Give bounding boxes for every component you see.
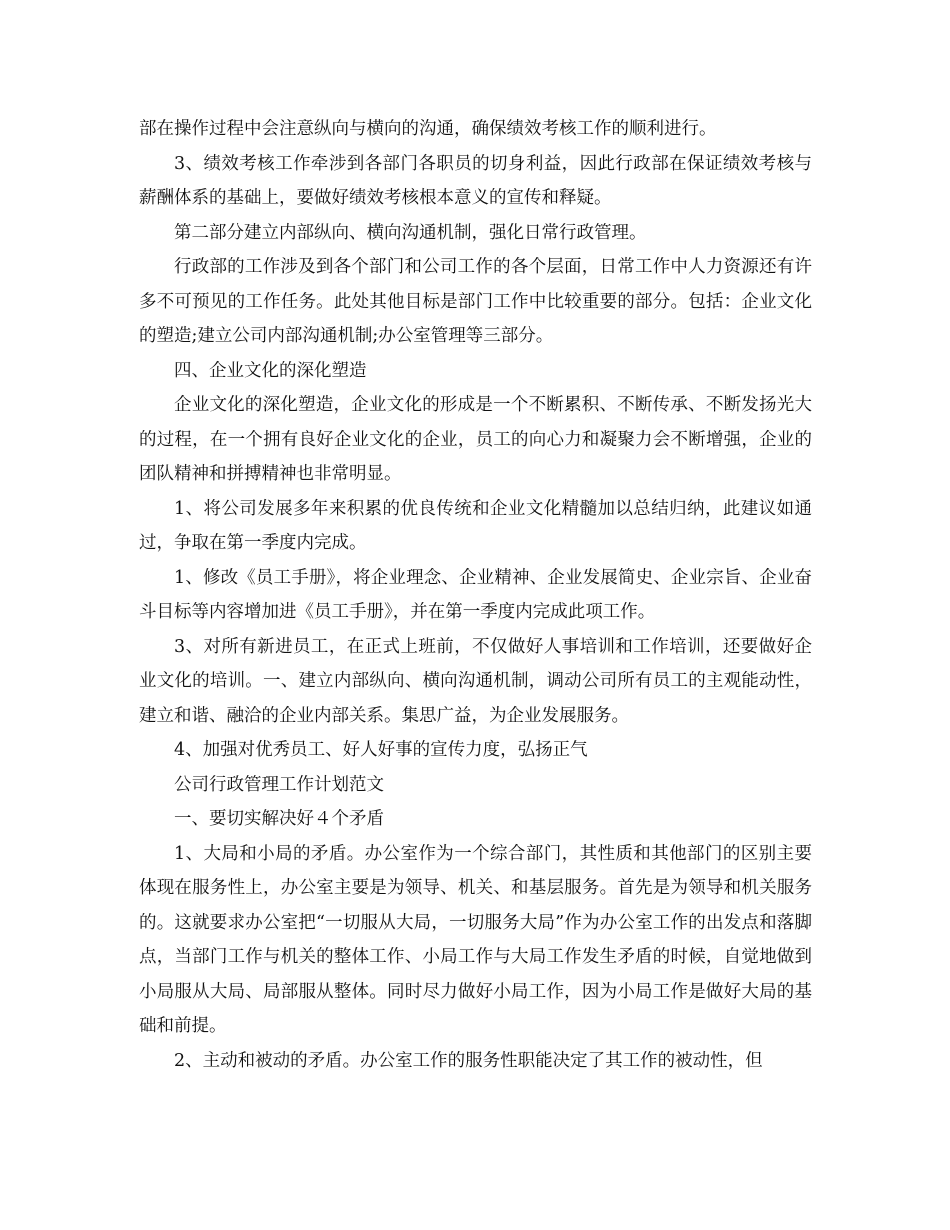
paragraph: 1、将公司发展多年来积累的优良传统和企业文化精髓加以总结归纳，此建议如通过，争取在第一季度内完成。 xyxy=(139,498,812,553)
document-body xyxy=(139,112,812,1078)
section-heading: 一、要切实解决好４个矛盾 xyxy=(174,809,384,829)
section-heading: 第二部分建立内部纵向、横向沟通机制，强化日常行政管理。 xyxy=(174,222,647,243)
paragraph: 1、大局和小局的矛盾。办公室作为一个综合部门，其性质和其他部门的区别主要体现在服务性上，办公室主要是为领导、机关、和基层服务。首先是为领导和机关服务的。这就要求办公室把“一切服从大局，一切服务大局”作为办公室工作的出发点和落脚点，当部门工作与机关的整体工作、小局工作与大局工作发生矛盾的时候，自觉地做到小局服从大局、局部服从整体。同时尽力做好小局工作，因为小局工作是做好大局的基础和前提。 xyxy=(139,843,812,1036)
paragraph: 企业文化的深化塑造，企业文化的形成是一个不断累积、不断传承、不断发扬光大的过程，在一个拥有良好企业文化的企业，员工的向心力和凝聚力会不断增强，企业的团队精神和拼搏精神也非常明显。 xyxy=(139,395,812,484)
paragraph: 2、主动和被动的矛盾。办公室工作的服务性职能决定了其工作的被动性，但 xyxy=(174,1050,763,1071)
paragraph: 行政部的工作涉及到各个部门和公司工作的各个层面，日常工作中人力资源还有许多不可预见的工作任务。此处其他目标是部门工作中比较重要的部分。包括：企业文化的塑造;建立公司内部沟通机制;办公室管理等三部分。 xyxy=(139,257,812,346)
paragraph: 4、加强对优秀员工、好人好事的宣传力度，弘扬正气 xyxy=(174,740,588,760)
paragraph-continuation: 部在操作过程中会注意纵向与横向的沟通，确保绩效考核工作的顺利进行。 xyxy=(139,119,717,139)
paragraph: 3、对所有新进员工，在正式上班前，不仅做好人事培训和工作培训，还要做好企业文化的培训。一、建立内部纵向、横向沟通机制，调动公司所有员工的主观能动性，建立和谐、融洽的企业内部关系。集思广益，为企业发展服务。 xyxy=(139,636,812,726)
document-title: 公司行政管理工作计划范文 xyxy=(174,774,384,795)
paragraph: 3、绩效考核工作牵涉到各部门各职员的切身利益，因此行政部在保证绩效考核与薪酬体系的基础上，要做好绩效考核根本意义的宣传和释疑。 xyxy=(139,153,812,208)
paragraph: 1、修改《员工手册》，将企业理念、企业精神、企业发展简史、企业宗旨、企业奋斗目标等内容增加进《员工手册》，并在第一季度内完成此项工作。 xyxy=(139,567,812,622)
section-heading: 四、企业文化的深化塑造 xyxy=(174,360,367,381)
